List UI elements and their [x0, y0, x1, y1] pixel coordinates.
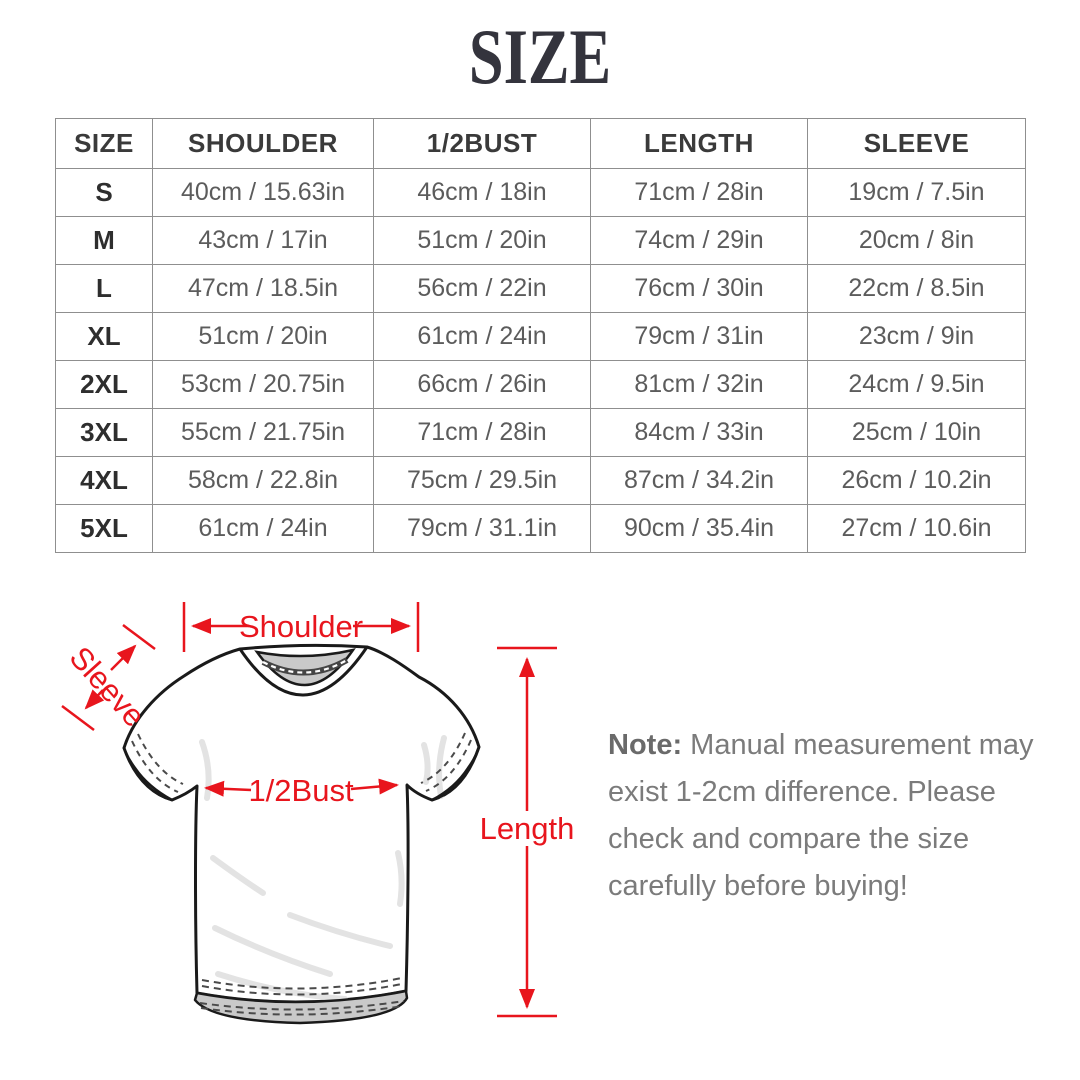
- cell-bust: 79cm / 31.1in: [374, 505, 591, 553]
- cell-size: L: [56, 265, 153, 313]
- cell-size: 4XL: [56, 457, 153, 505]
- table-row: [56, 457, 1026, 505]
- sleeve-label: Sleeve: [62, 639, 153, 734]
- col-header-size: SIZE: [56, 119, 153, 169]
- cell-length: 90cm / 35.4in: [591, 505, 808, 553]
- cell-size: XL: [56, 313, 153, 361]
- cell-sleeve: 19cm / 7.5in: [808, 169, 1026, 217]
- cell-sleeve: 22cm / 8.5in: [808, 265, 1026, 313]
- cell-shoulder: 47cm / 18.5in: [153, 265, 374, 313]
- table-row: [56, 169, 1026, 217]
- cell-shoulder: 43cm / 17in: [153, 217, 374, 265]
- cell-bust: 61cm / 24in: [374, 313, 591, 361]
- cell-sleeve: 20cm / 8in: [808, 217, 1026, 265]
- cell-sleeve: 25cm / 10in: [808, 409, 1026, 457]
- table-row: [56, 361, 1026, 409]
- cell-size: M: [56, 217, 153, 265]
- note-label: Note:: [608, 729, 683, 761]
- tshirt-body-outline: [124, 645, 479, 1002]
- cell-shoulder: 40cm / 15.63in: [153, 169, 374, 217]
- cell-sleeve: 23cm / 9in: [808, 313, 1026, 361]
- cell-sleeve: 27cm / 10.6in: [808, 505, 1026, 553]
- cell-length: 84cm / 33in: [591, 409, 808, 457]
- table-row: [56, 265, 1026, 313]
- table-header-row: [56, 119, 1026, 169]
- cell-shoulder: 51cm / 20in: [153, 313, 374, 361]
- note-text: Manual measurement may: [682, 729, 1034, 761]
- cell-length: 81cm / 32in: [591, 361, 808, 409]
- table-row: [56, 505, 1026, 553]
- table-row: [56, 217, 1026, 265]
- cell-length: 74cm / 29in: [591, 217, 808, 265]
- tshirt-illustration: [124, 645, 479, 1023]
- cell-length: 71cm / 28in: [591, 169, 808, 217]
- cell-length: 87cm / 34.2in: [591, 457, 808, 505]
- page-title: SIZE: [468, 13, 612, 100]
- note-line: [608, 722, 1038, 769]
- table-row: [56, 313, 1026, 361]
- cell-bust: 71cm / 28in: [374, 409, 591, 457]
- table-row: [56, 409, 1026, 457]
- cell-shoulder: 53cm / 20.75in: [153, 361, 374, 409]
- note-block: [608, 722, 1038, 910]
- cell-length: 76cm / 30in: [591, 265, 808, 313]
- cell-bust: 51cm / 20in: [374, 217, 591, 265]
- shoulder-label: Shoulder: [238, 609, 364, 644]
- cell-size: 5XL: [56, 505, 153, 553]
- cell-bust: 66cm / 26in: [374, 361, 591, 409]
- size-table: [55, 118, 1026, 553]
- cell-length: 79cm / 31in: [591, 313, 808, 361]
- note-line: exist 1-2cm difference. Please: [608, 776, 996, 808]
- cell-size: S: [56, 169, 153, 217]
- cell-sleeve: 24cm / 9.5in: [808, 361, 1026, 409]
- tshirt-measurement-diagram: [0, 585, 600, 1080]
- length-label: Length: [479, 811, 575, 846]
- note-line: check and compare the size: [608, 823, 970, 855]
- cell-bust: 75cm / 29.5in: [374, 457, 591, 505]
- col-header-bust: 1/2BUST: [374, 119, 591, 169]
- cell-shoulder: 58cm / 22.8in: [153, 457, 374, 505]
- note-line: carefully before buying!: [608, 870, 908, 902]
- col-header-length: LENGTH: [591, 119, 808, 169]
- bust-label: 1/2Bust: [248, 773, 354, 808]
- col-header-sleeve: SLEEVE: [808, 119, 1026, 169]
- cell-bust: 56cm / 22in: [374, 265, 591, 313]
- cell-shoulder: 55cm / 21.75in: [153, 409, 374, 457]
- cell-size: 2XL: [56, 361, 153, 409]
- cell-sleeve: 26cm / 10.2in: [808, 457, 1026, 505]
- cell-bust: 46cm / 18in: [374, 169, 591, 217]
- cell-shoulder: 61cm / 24in: [153, 505, 374, 553]
- col-header-shoulder: SHOULDER: [153, 119, 374, 169]
- cell-size: 3XL: [56, 409, 153, 457]
